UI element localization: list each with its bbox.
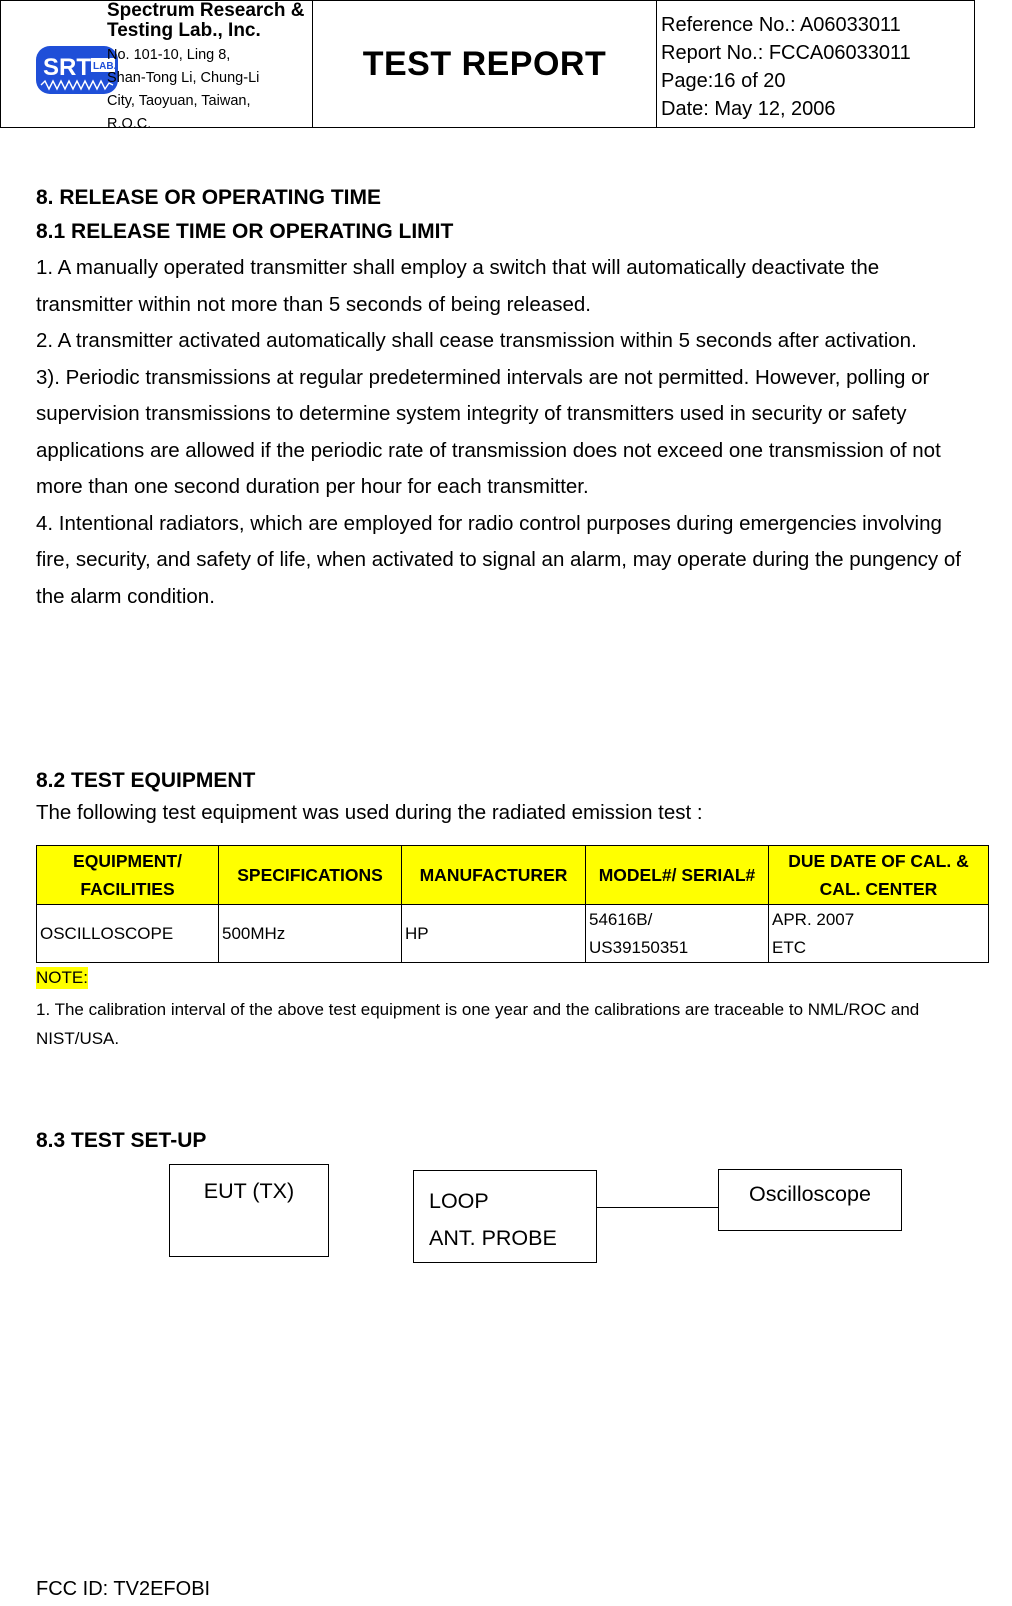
reference-number: Reference No.: A06033011 bbox=[661, 14, 901, 36]
requirements-list bbox=[36, 250, 966, 615]
report-header bbox=[0, 0, 975, 132]
svg-text:SRT: SRT bbox=[43, 54, 91, 81]
model-number: 54616B/ bbox=[589, 909, 653, 929]
page-number: Page:16 of 20 bbox=[661, 70, 786, 92]
address-line: R.O.C. bbox=[107, 116, 152, 132]
serial-number: US39150351 bbox=[589, 937, 689, 957]
section-heading: 8. RELEASE OR OPERATING TIME bbox=[36, 186, 381, 209]
company-name: Spectrum Research & Testing Lab., Inc. bbox=[107, 0, 305, 41]
table-row bbox=[37, 905, 989, 963]
oscilloscope-box: Oscilloscope bbox=[718, 1169, 902, 1231]
fcc-id: FCC ID: TV2EFOBI bbox=[36, 1578, 211, 1600]
manufacturer-cell: HP bbox=[402, 905, 586, 963]
probe-label: ANT. PROBE bbox=[429, 1226, 557, 1250]
connection-line bbox=[597, 1207, 718, 1208]
equipment-cell: OSCILLOSCOPE bbox=[37, 905, 219, 963]
address-line: City, Taoyuan, Taiwan, bbox=[107, 93, 251, 109]
table-header-row bbox=[37, 846, 989, 905]
equipment-table bbox=[36, 845, 989, 963]
requirement-item: 4. Intentional radiators, which are employed for radio control purposes during emergencies involving fire, security, and safety of life, when activated to signal an alarm, may operate during the pungency of the alarm condition. bbox=[36, 511, 961, 608]
report-date: Date: May 12, 2006 bbox=[661, 98, 836, 120]
loop-label: LOOP bbox=[429, 1189, 489, 1213]
svg-text:LAB.: LAB. bbox=[93, 61, 117, 72]
address-line: No. 101-10, Ling 8, bbox=[107, 47, 231, 63]
lab-info bbox=[1, 0, 313, 132]
column-header: EQUIPMENT/ FACILITIES bbox=[37, 846, 219, 905]
column-header: SPECIFICATIONS bbox=[219, 846, 402, 905]
loop-probe-box bbox=[413, 1170, 597, 1263]
column-header: MODEL#/ SERIAL# bbox=[586, 846, 769, 905]
report-meta bbox=[657, 1, 974, 127]
cal-center: ETC bbox=[772, 937, 806, 957]
eut-box: EUT (TX) bbox=[169, 1164, 329, 1257]
subsection-heading-8-3: 8.3 TEST SET-UP bbox=[36, 1129, 207, 1152]
equipment-intro: The following test equipment was used during the radiated emission test : bbox=[36, 801, 703, 824]
report-title-cell bbox=[313, 1, 657, 127]
requirement-item: 2. A transmitter activated automatically shall cease transmission within 5 seconds after activation. bbox=[36, 329, 917, 352]
company-address bbox=[107, 44, 307, 136]
report-title: TEST REPORT bbox=[362, 44, 607, 83]
column-header: MANUFACTURER bbox=[402, 846, 586, 905]
requirement-item: 1. A manually operated transmitter shall employ a switch that will automatically deactivate the transmitter within not more than 5 seconds of being released. bbox=[36, 256, 880, 316]
specifications-cell: 500MHz bbox=[219, 905, 402, 963]
calibration-cell bbox=[769, 905, 989, 963]
report-number: Report No.: FCCA06033011 bbox=[661, 42, 911, 64]
note-text: 1. The calibration interval of the above test equipment is one year and the calibrations are traceable to NML/ROC and NIST/USA. bbox=[36, 1000, 920, 1048]
note-label: NOTE: bbox=[36, 968, 88, 987]
model-serial-cell bbox=[586, 905, 769, 963]
subsection-heading-8-2: 8.2 TEST EQUIPMENT bbox=[36, 769, 256, 792]
address-line: Shan-Tong Li, Chung-Li bbox=[107, 70, 260, 86]
due-date: APR. 2007 bbox=[772, 909, 855, 929]
subsection-heading-8-1: 8.1 RELEASE TIME OR OPERATING LIMIT bbox=[36, 220, 454, 243]
requirement-item: 3). Periodic transmissions at regular predetermined intervals are not permitted. However, polling or supervision transmissions to determine system integrity of transmitters used in security or safety applications are allowed if the periodic rate of transmission does not exceed one transmission of not more than one second duration per hour for each transmitter. bbox=[36, 365, 941, 498]
column-header: DUE DATE OF CAL. & CAL. CENTER bbox=[769, 846, 989, 905]
